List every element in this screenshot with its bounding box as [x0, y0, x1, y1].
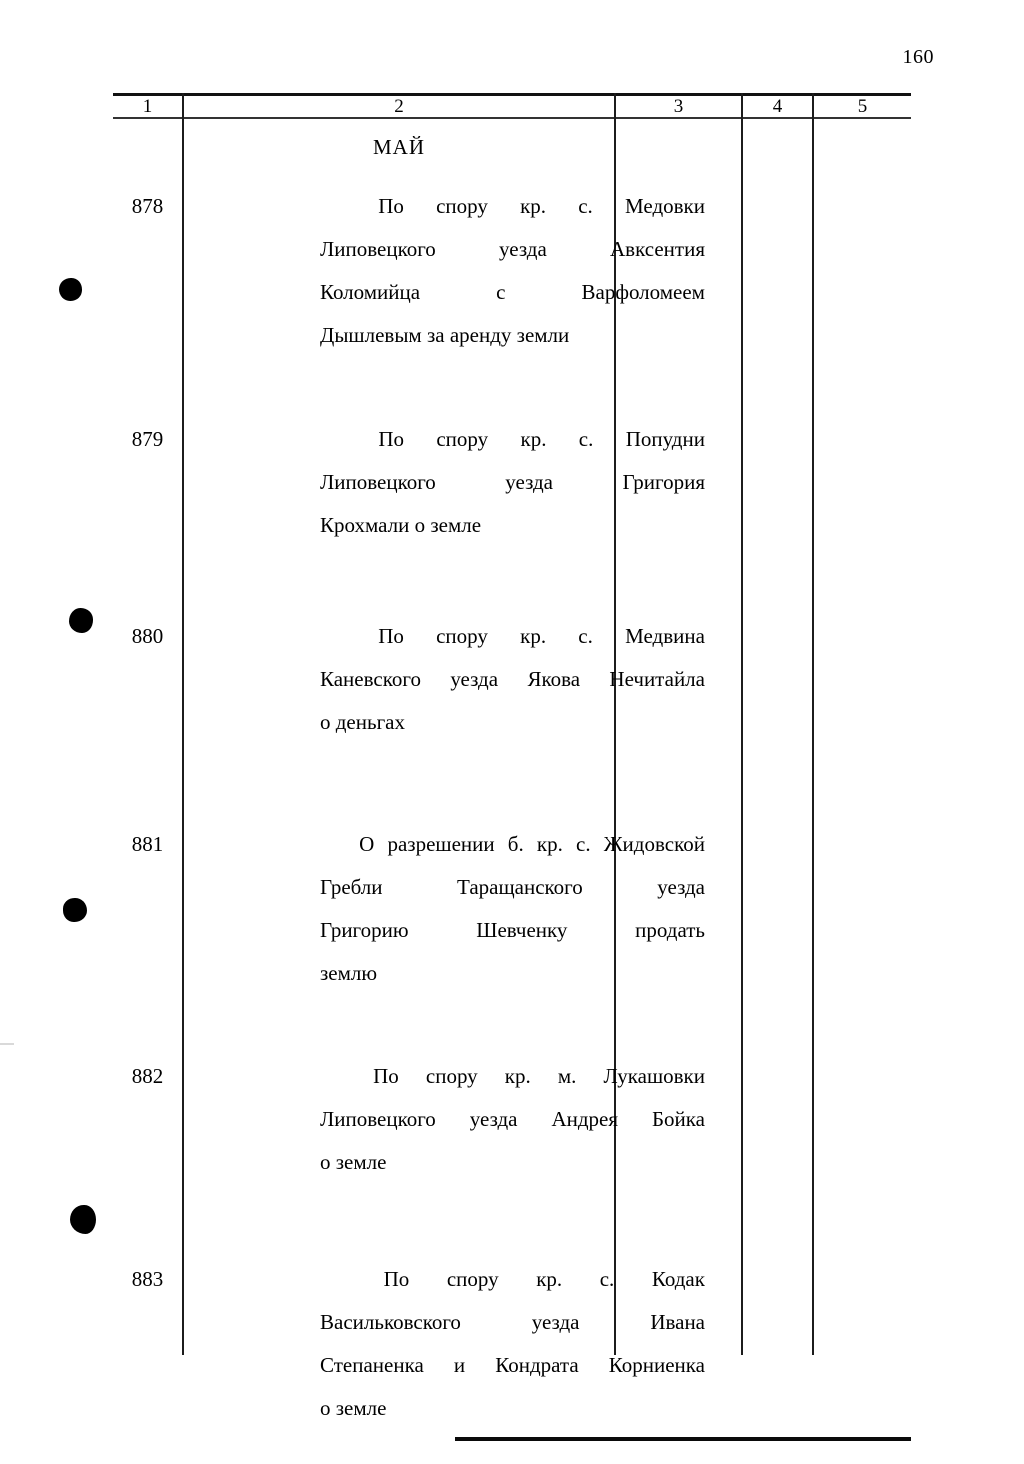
- entry-number: 883: [131, 1267, 164, 1291]
- entry-text-line: Липовецкого уезда Авксентия: [320, 237, 705, 261]
- column-divider-1: [182, 93, 184, 1355]
- column-header-3: 3: [673, 96, 684, 117]
- column-header-2: 2: [394, 96, 404, 117]
- entry-text-line: Григорию Шевченку продать: [320, 918, 705, 942]
- page-number: 160: [902, 46, 934, 68]
- entry-text: [320, 615, 705, 744]
- entry-text-line: о земле: [320, 1396, 387, 1420]
- entry-text-line: Васильковского уезда Ивана: [320, 1310, 705, 1334]
- entry-text-line: о земле: [320, 1150, 387, 1174]
- column-header-5: 5: [857, 96, 868, 117]
- entry-text-line: Гребли Таращанского уезда: [320, 875, 705, 899]
- month-heading: МАЙ: [372, 135, 425, 159]
- ink-blot-artifact: [63, 898, 87, 922]
- entry-text-line: Степаненка и Кондрата Корниенка: [320, 1353, 705, 1377]
- entry-text-line: По спору кр. с. Попудни: [378, 427, 705, 451]
- entry-text-line: По спору кр. с. Медовки: [378, 194, 705, 218]
- entry-text-line: По спору кр. с. Медвина: [378, 624, 705, 648]
- entry-number: 881: [131, 832, 164, 856]
- entry-number: 882: [131, 1064, 164, 1088]
- entry-text-line: Коломийца с Варфоломеем: [320, 280, 705, 304]
- entry-text-line: Липовецкого уезда Григория: [320, 470, 705, 494]
- entry-text: [320, 1258, 705, 1430]
- entry-number: 879: [131, 427, 164, 451]
- column-header-1: 1: [142, 96, 153, 117]
- entry-text-line: По спору кр. м. Лукашовки: [373, 1064, 705, 1088]
- entry-text-line: Липовецкого уезда Андрея Бойка: [320, 1107, 705, 1131]
- entry-number: 878: [131, 194, 164, 218]
- entry-text: [320, 185, 705, 357]
- entry-text-line: Дышлевым за аренду земли: [320, 323, 570, 347]
- entry-text: [320, 823, 705, 995]
- table-bottom-border: [455, 1437, 911, 1441]
- ink-blot-artifact: [69, 608, 93, 633]
- entry-text-line: Каневского уезда Якова Нечитайла: [320, 667, 705, 691]
- scan-edge-artifact: [0, 1043, 14, 1045]
- entry-text-line: о деньгах: [320, 710, 406, 734]
- entry-text-line: По спору кр. с. Кодак: [383, 1267, 705, 1291]
- column-divider-3: [741, 93, 743, 1355]
- entry-text-line: О разрешении б. кр. с. Жидовской: [359, 832, 705, 856]
- ink-blot-artifact: [59, 278, 82, 301]
- entry-text: [320, 1055, 705, 1184]
- column-header-4: 4: [772, 96, 783, 117]
- entry-number: 880: [131, 624, 164, 648]
- table-header-rule: [113, 117, 911, 119]
- entry-text-line: Крохмали о земле: [320, 513, 482, 537]
- column-divider-4: [812, 93, 814, 1355]
- entry-text-line: землю: [320, 961, 378, 985]
- entry-text: [320, 418, 705, 547]
- ink-blot-artifact: [70, 1205, 96, 1234]
